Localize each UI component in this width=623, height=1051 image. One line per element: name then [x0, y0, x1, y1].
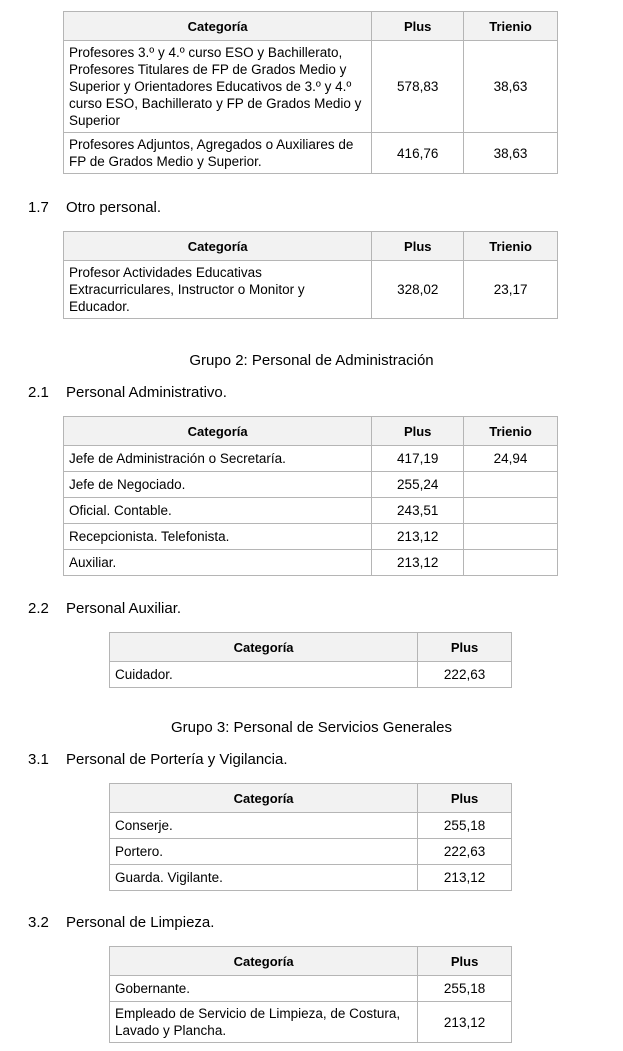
cell-plus: 213,12	[372, 550, 464, 576]
cell-plus: 255,18	[418, 976, 512, 1002]
group-heading-3: Grupo 3: Personal de Servicios Generales	[171, 719, 452, 736]
table-header-row	[110, 784, 512, 813]
table-row	[110, 865, 512, 891]
table-header-row	[64, 12, 558, 41]
column-header-plus: Plus	[418, 784, 512, 813]
table-row	[64, 133, 558, 174]
table-row	[64, 524, 558, 550]
cell-categoria: Conserje.	[110, 813, 418, 839]
table-row	[110, 1002, 512, 1043]
column-header-trienio: Trienio	[464, 12, 558, 41]
column-header-trienio: Trienio	[464, 417, 558, 446]
column-header-categoria: Categoría	[110, 633, 418, 662]
cell-trienio: 24,94	[464, 446, 558, 472]
table-header-row	[64, 417, 558, 446]
cell-categoria: Auxiliar.	[64, 550, 372, 576]
section-title: Personal Auxiliar.	[66, 600, 182, 617]
column-header-categoria: Categoría	[110, 947, 418, 976]
section-title: Personal de Limpieza.	[66, 914, 215, 931]
table-row	[110, 976, 512, 1002]
cell-plus: 416,76	[372, 133, 464, 174]
group-heading-2: Grupo 2: Personal de Administración	[189, 352, 434, 369]
section-heading-1-7	[28, 199, 161, 217]
table-personal-auxiliar	[109, 632, 512, 688]
section-heading-3-1	[28, 751, 288, 769]
cell-categoria: Jefe de Administración o Secretaría.	[64, 446, 372, 472]
cell-categoria: Portero.	[110, 839, 418, 865]
table-header-row	[64, 232, 558, 261]
cell-categoria: Empleado de Servicio de Limpieza, de Costura, Lavado y Plancha.	[110, 1002, 418, 1043]
cell-categoria: Jefe de Negociado.	[64, 472, 372, 498]
section-title: Personal Administrativo.	[66, 384, 227, 401]
section-heading-2-1	[28, 384, 227, 402]
cell-plus: 213,12	[372, 524, 464, 550]
cell-plus: 222,63	[418, 839, 512, 865]
cell-plus: 255,24	[372, 472, 464, 498]
section-title: Personal de Portería y Vigilancia.	[66, 751, 288, 768]
column-header-plus: Plus	[372, 12, 464, 41]
cell-categoria: Recepcionista. Telefonista.	[64, 524, 372, 550]
table-header-row	[110, 947, 512, 976]
table-row	[64, 41, 558, 133]
table-row	[64, 472, 558, 498]
cell-plus: 328,02	[372, 261, 464, 319]
section-number: 3.2	[28, 914, 49, 931]
cell-plus: 213,12	[418, 1002, 512, 1043]
cell-plus: 222,63	[418, 662, 512, 688]
cell-plus: 578,83	[372, 41, 464, 133]
column-header-plus: Plus	[418, 947, 512, 976]
table-personal-administrativo	[63, 416, 558, 576]
section-heading-3-2	[28, 914, 214, 932]
cell-trienio: 38,63	[464, 133, 558, 174]
table-row	[64, 498, 558, 524]
table-porteria-vigilancia	[109, 783, 512, 891]
table-row	[64, 446, 558, 472]
column-header-categoria: Categoría	[110, 784, 418, 813]
column-header-plus: Plus	[418, 633, 512, 662]
cell-plus: 243,51	[372, 498, 464, 524]
column-header-plus: Plus	[372, 417, 464, 446]
column-header-categoria: Categoría	[64, 12, 372, 41]
column-header-plus: Plus	[372, 232, 464, 261]
cell-categoria: Profesor Actividades Educativas Extracurriculares, Instructor o Monitor y Educador.	[64, 261, 372, 319]
cell-categoria: Profesores 3.º y 4.º curso ESO y Bachillerato, Profesores Titulares de FP de Grados Medio y Superior y Orientadores Educativos de 3.º y 4.º curso ESO, Bachillerato y FP de Grados Medio y Superior	[64, 41, 372, 133]
cell-categoria: Gobernante.	[110, 976, 418, 1002]
cell-categoria: Cuidador.	[110, 662, 418, 688]
column-header-categoria: Categoría	[64, 232, 372, 261]
section-number: 2.2	[28, 600, 49, 617]
table-row	[110, 839, 512, 865]
cell-trienio	[464, 550, 558, 576]
section-heading-2-2	[28, 600, 181, 618]
table-row	[64, 550, 558, 576]
cell-trienio: 23,17	[464, 261, 558, 319]
column-header-trienio: Trienio	[464, 232, 558, 261]
table-otro-personal	[63, 231, 558, 319]
section-number: 2.1	[28, 384, 49, 401]
cell-categoria: Profesores Adjuntos, Agregados o Auxiliares de FP de Grados Medio y Superior.	[64, 133, 372, 174]
cell-plus: 255,18	[418, 813, 512, 839]
cell-trienio: 38,63	[464, 41, 558, 133]
table-row	[64, 261, 558, 319]
section-number: 3.1	[28, 751, 49, 768]
table-limpieza	[109, 946, 512, 1043]
table-header-row	[110, 633, 512, 662]
table-row	[110, 813, 512, 839]
table-profesores	[63, 11, 558, 174]
section-title: Otro personal.	[66, 199, 162, 216]
cell-plus: 417,19	[372, 446, 464, 472]
cell-trienio	[464, 498, 558, 524]
table-row	[110, 662, 512, 688]
section-number: 1.7	[28, 199, 49, 216]
cell-categoria: Guarda. Vigilante.	[110, 865, 418, 891]
cell-categoria: Oficial. Contable.	[64, 498, 372, 524]
cell-trienio	[464, 524, 558, 550]
cell-trienio	[464, 472, 558, 498]
column-header-categoria: Categoría	[64, 417, 372, 446]
cell-plus: 213,12	[418, 865, 512, 891]
